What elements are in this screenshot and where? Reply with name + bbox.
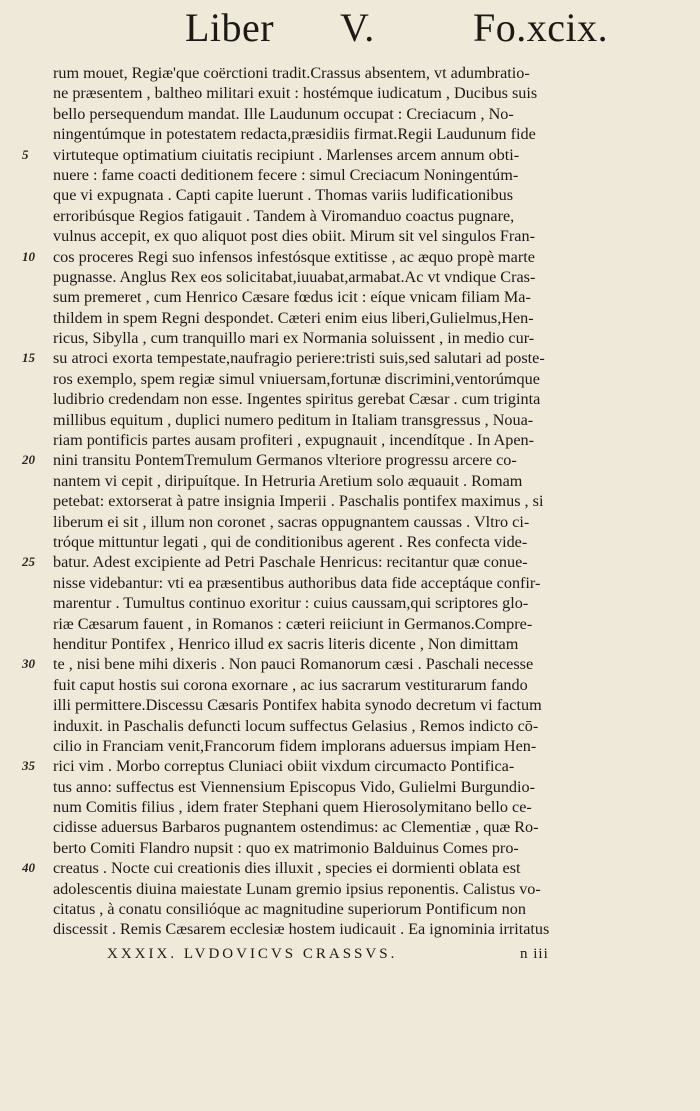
line-number: 35: [22, 758, 35, 774]
text-line: [0, 716, 700, 736]
text-line: [0, 348, 700, 368]
text-line: [0, 83, 700, 103]
line-text: thildem in spem Regni despondet. Cæteri enim eius liberi,Gulielmus,Hen-: [53, 308, 534, 327]
folio-number: Fo.xcix.: [473, 5, 609, 50]
line-text: riam pontificis partes ausam profiteri , expugnauit , incendítque . In Apen-: [53, 431, 534, 450]
text-line: [0, 695, 700, 715]
line-text: rum mouet, Regiæ'que coërctioni tradit.Crassus absentem, vt adumbratio-: [53, 64, 530, 82]
line-text: nantem vi cepit , diripuítque. In Hetruria Aretium solo æquauit . Romam: [53, 471, 523, 490]
line-text: te , nisi bene mihi dixeris . Non pauci Romanorum cæsi . Paschali necesse: [53, 655, 534, 674]
line-text: erroribúsque Regios fatigauit . Tandem à Viromanduo coactus pugnare,: [53, 206, 515, 225]
text-line: [0, 165, 700, 185]
line-text: nini transitu PontemTremulum Germanos vlteriore progressu arcere co-: [53, 451, 517, 470]
text-line: [0, 63, 700, 83]
text-line: [0, 675, 700, 695]
line-text: sum premeret , cum Henrico Cæsare fœdus icit : eíque vnicam filiam Ma-: [53, 288, 531, 307]
line-number: 40: [22, 860, 35, 876]
text-line: [0, 593, 700, 613]
text-line: [0, 858, 700, 878]
text-line: [0, 736, 700, 756]
running-head-book: Liber: [185, 5, 275, 50]
line-text: tus anno: suffectus est Viennensium Episcopus Vido, Gulielmi Burgundio-: [53, 777, 536, 796]
line-number: 5: [22, 146, 29, 162]
text-line: [0, 491, 700, 511]
text-line: [0, 471, 700, 491]
signature-mark: n iii: [520, 946, 549, 962]
line-text: cos proceres Regi suo infensos infestósque extitisse , ac æquo propè marte: [53, 247, 535, 266]
line-text: rici vim . Morbo correptus Cluniaci obiit vixdum circumacto Pontifica-: [53, 757, 515, 776]
text-line: [0, 899, 700, 919]
text-line: [0, 430, 700, 450]
text-line: [0, 369, 700, 389]
text-line: [0, 104, 700, 124]
text-line: [0, 817, 700, 837]
text-line: [0, 206, 700, 226]
page-header: [0, 4, 700, 52]
line-text: ningentúmque in potestatem redacta,præsidiis firmat.Regii Laudunum fide: [53, 125, 536, 144]
text-line: [0, 308, 700, 328]
text-line: [0, 573, 700, 593]
line-text: henditur Pontifex , Henrico illud ex sacris literis dicente , Non dimittam: [53, 634, 519, 653]
text-line: [0, 267, 700, 287]
line-text: induxit. in Paschalis defuncti locum suffectus Gelasius , Remos indicto cō-: [53, 716, 539, 735]
line-text: riæ Cæsarum fauent , in Romanos : cæteri reiiciunt in Germanos.Compre-: [53, 614, 533, 633]
running-head-number: V.: [340, 5, 375, 50]
text-line: [0, 185, 700, 205]
line-text: batur. Adest excipiente ad Petri Paschale Henricus: recitantur quæ conue-: [53, 553, 528, 572]
line-text: ludibrio credendam non esse. Ingentes spiritus gerebat Cæsar . cum triginta: [53, 390, 541, 409]
text-line: [0, 389, 700, 409]
line-text: nisse videbantur: vti ea præsentibus authoribus data fide acceptáque confir-: [53, 573, 541, 592]
body-text: [0, 63, 700, 940]
line-text: ros exemplo, spem regiæ simul vniuersam,fortunæ discrimini,ventorúmque: [53, 369, 540, 388]
text-line: [0, 450, 700, 470]
line-text: que vi expugnata . Capti capite luerunt . Thomas variis ludificationibus: [53, 186, 514, 205]
line-text: citatus , à conatu consilióque ac magnitudine superiorum Pontificum non: [53, 900, 526, 919]
line-number: 20: [22, 452, 35, 468]
text-line: [0, 919, 700, 939]
line-text: pugnasse. Anglus Rex eos solicitabat,iuuabat,armabat.Ac vt vndique Cras-: [53, 267, 536, 286]
line-text: illi permittere.Discessu Cæsaris Pontifex habita synodo decretum vi factum: [53, 696, 542, 715]
line-number: 30: [22, 656, 35, 672]
text-line: [0, 124, 700, 144]
line-text: bello persequendum mandat. Ille Laudunum occupat : Creciacum , No-: [53, 104, 514, 123]
text-line: [0, 614, 700, 634]
line-text: discessit . Remis Cæsarem ecclesiæ hostem iudicauit . Ea ignominia irritatus: [53, 920, 550, 939]
line-text: vulnus accepit, ex quo aliquot post dies obiit. Mirum sit vel singulos Fran-: [53, 227, 535, 246]
line-text: millibus equitum , duplici numero peditum in Italiam transgressus , Noua-: [53, 410, 534, 429]
text-line: [0, 328, 700, 348]
line-text: ne præsentem , baltheo militari exuit : hostémque iudicatum , Ducibus suis: [53, 84, 538, 103]
text-line: [0, 756, 700, 776]
text-line: [0, 226, 700, 246]
line-number: 15: [22, 350, 35, 366]
line-text: cidisse aduersus Barbaros pugnantem ostendimus: ac Clementiæ , quæ Ro-: [53, 818, 539, 837]
text-line: [0, 410, 700, 430]
text-line: [0, 287, 700, 307]
line-text: marentur . Tumultus continuo exoritur : cuius caussam,qui scriptores glo-: [53, 594, 529, 613]
line-text: liberum ei sit , illum non coronet , sacras oppugnantem caussas . Vltro ci-: [53, 512, 530, 531]
line-text: creatus . Nocte cui creationis dies illuxit , species ei dormienti oblata est: [53, 859, 521, 878]
catchline: XXXIX. LVDOVICVS CRASSVS.: [107, 946, 398, 962]
text-line: [0, 512, 700, 532]
page-footer: [0, 946, 700, 970]
text-line: [0, 634, 700, 654]
line-text: adolescentis diuina maiestate Lunam gremio ipsius reponentis. Calistus vo-: [53, 879, 541, 898]
line-text: petebat: extorserat à patre insignia Imperii . Paschalis pontifex maximus , si: [53, 492, 544, 511]
line-text: nuere : fame coacti deditionem fecere : simul Creciacum Noningentúm-: [53, 165, 519, 184]
text-line: [0, 838, 700, 858]
line-text: su atroci exorta tempestate,naufragio periere:tristi suis,sed salutari ad poste-: [53, 349, 545, 368]
line-number: 25: [22, 554, 35, 570]
text-line: [0, 552, 700, 572]
text-line: [0, 797, 700, 817]
text-line: [0, 247, 700, 267]
line-text: tróque mittuntur legati , qui de conditionibus agerent . Res confecta vide-: [53, 532, 528, 551]
text-line: [0, 654, 700, 674]
text-line: [0, 777, 700, 797]
line-text: fuit caput hostis sui corona exornare , ac ius sacrarum vestiturarum fando: [53, 675, 528, 694]
text-line: [0, 532, 700, 552]
line-text: cilio in Franciam venit,Francorum fidem implorans aduersus impiam Hen-: [53, 736, 537, 755]
line-text: berto Comiti Flandro nupsit : quo ex matrimonio Balduinus Comes pro-: [53, 838, 519, 857]
line-text: virtuteque optimatium ciuitatis recipiunt . Marlenses arcem annum obti-: [53, 145, 520, 164]
line-text: ricus, Sibylla , cum tranquillo mari ex Normania soluissent , in medio cur-: [53, 329, 535, 348]
line-number: 10: [22, 248, 35, 264]
text-line: [0, 145, 700, 165]
line-text: num Comitis filius , idem frater Stephani quem Hierosolymitano bello ce-: [53, 798, 532, 817]
text-line: [0, 879, 700, 899]
